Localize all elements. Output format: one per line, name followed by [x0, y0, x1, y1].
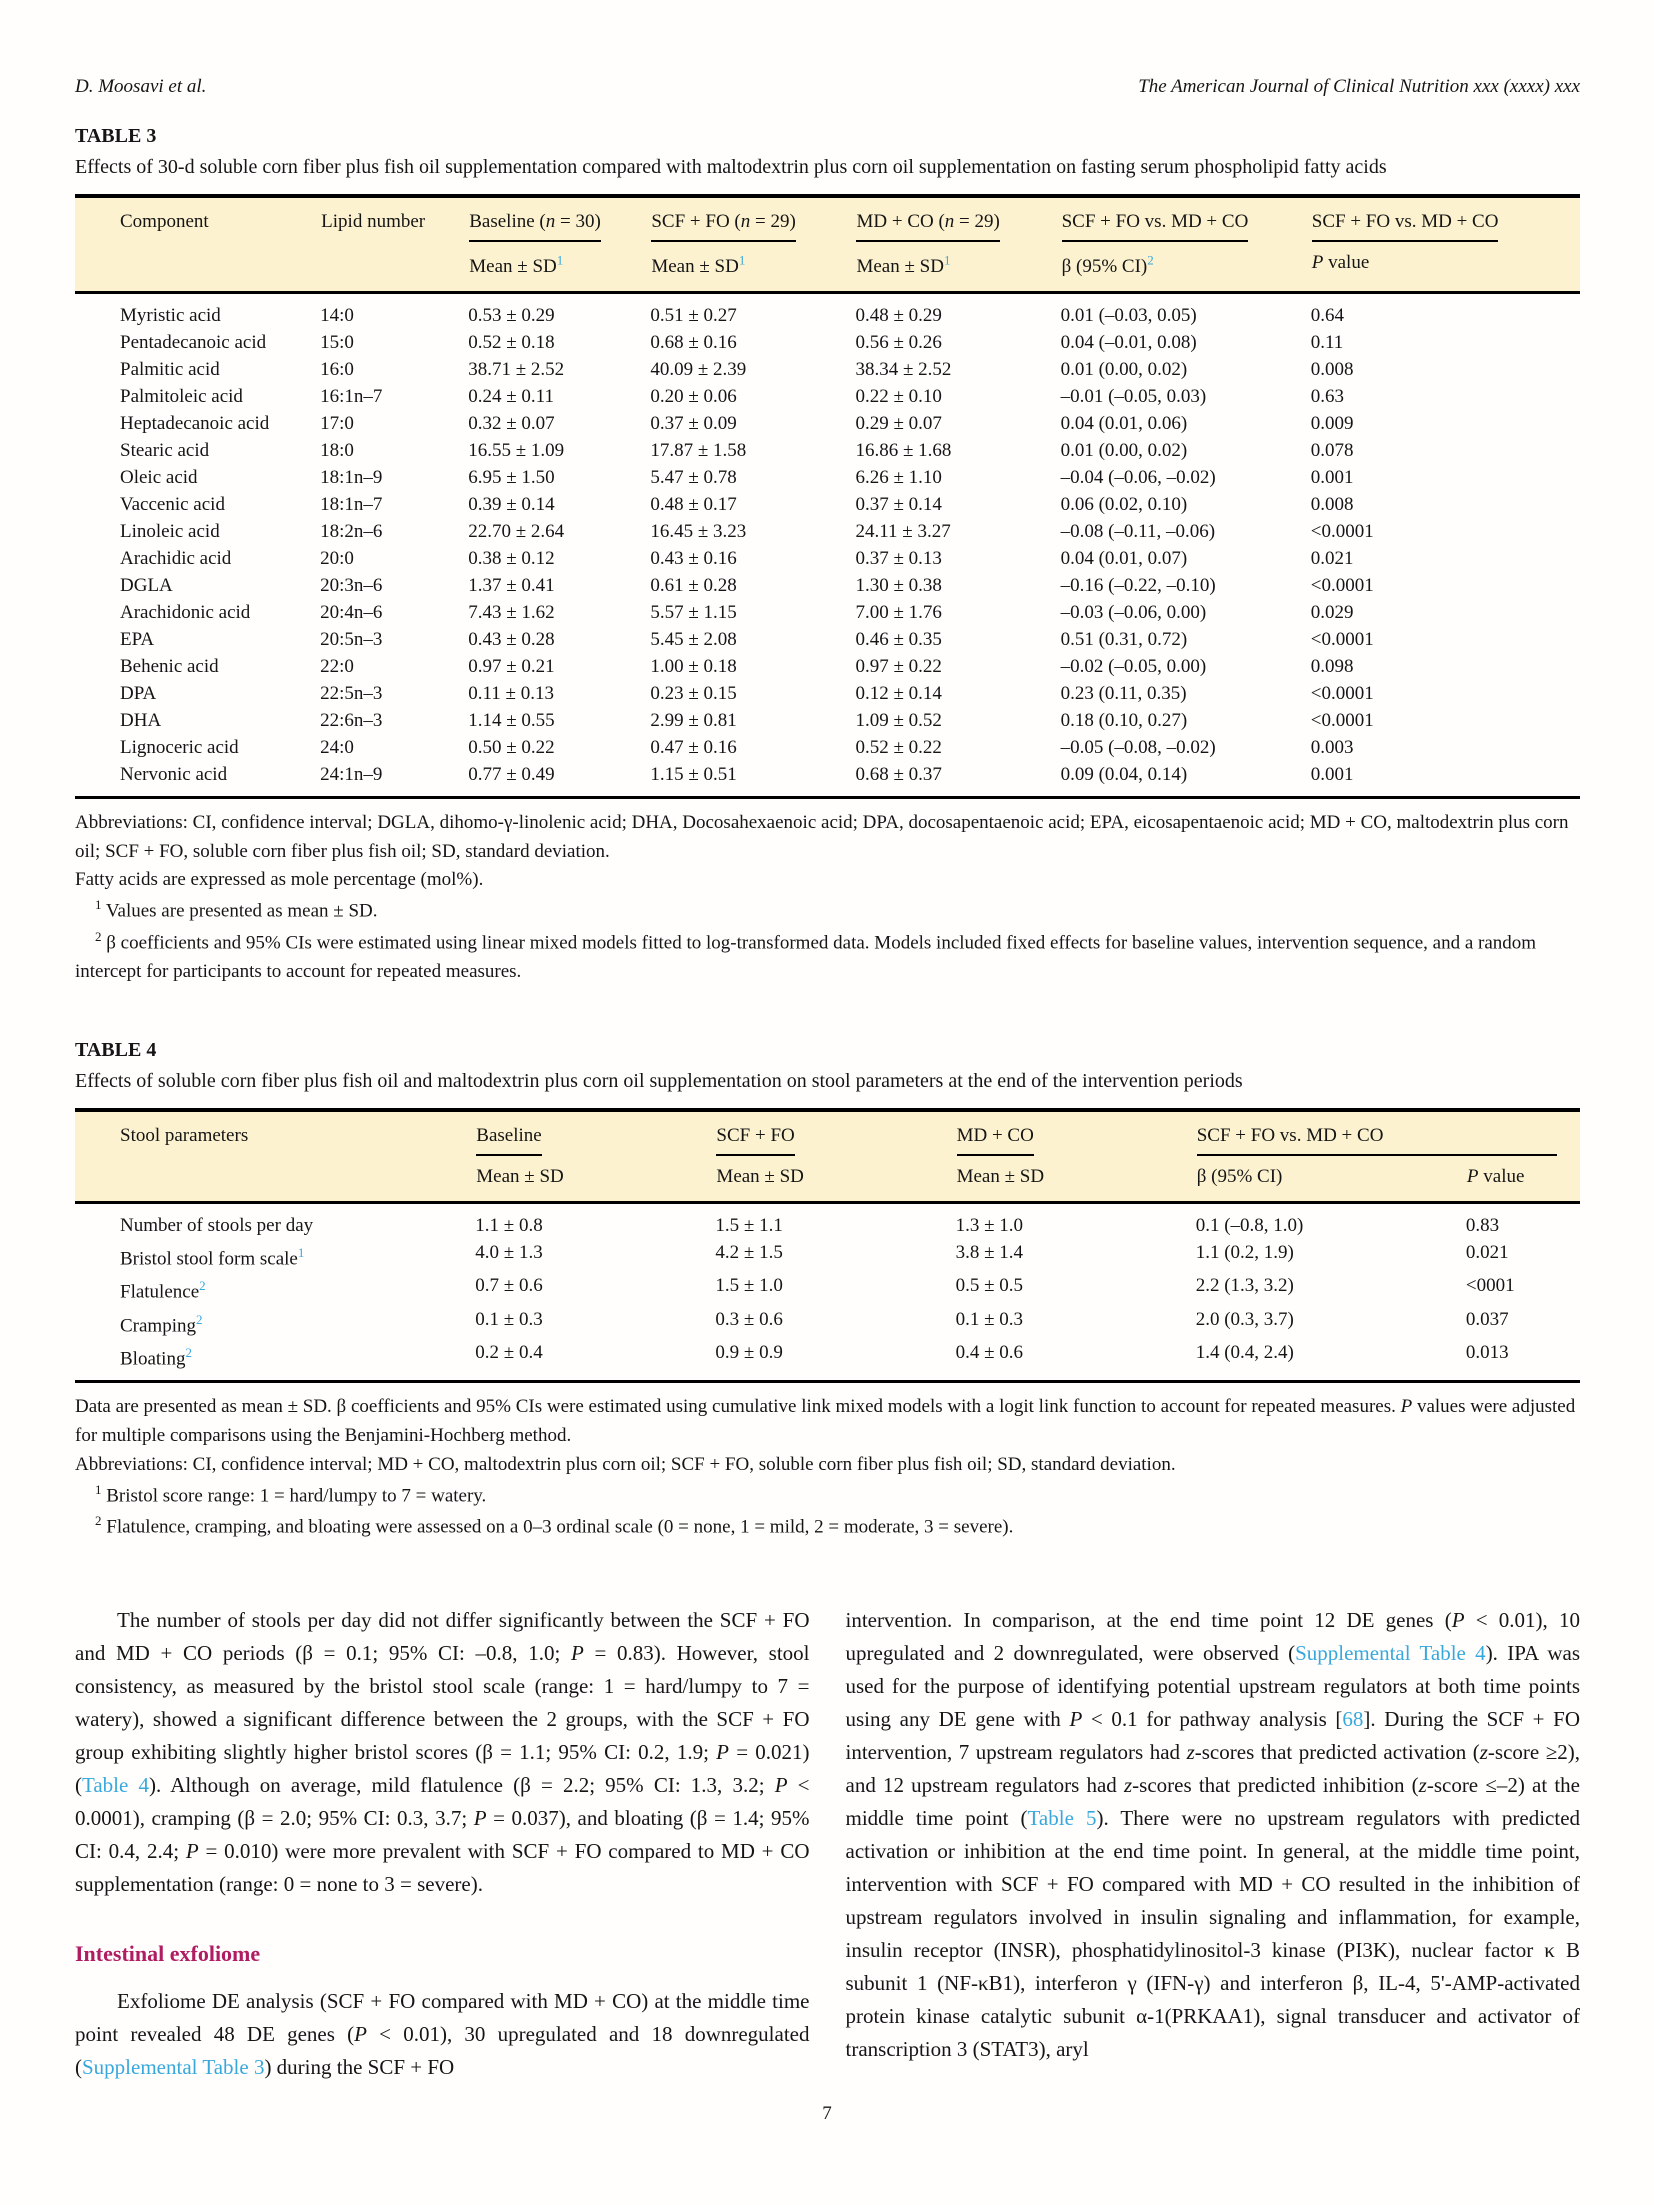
table-cell: 20:5n–3 [320, 628, 383, 650]
column-group-label: SCF + FO vs. MD + CO [1197, 1125, 1557, 1156]
table-cell: 0.38 ± 0.12 [468, 547, 555, 569]
table-cell: 0.56 ± 0.26 [855, 331, 942, 353]
row-label: Bloating$^2$ [120, 1345, 192, 1370]
table-cell: 0.64 [1310, 304, 1345, 326]
table-row [75, 383, 1580, 410]
row-label: DHA [120, 709, 162, 731]
row-label: Behenic acid [120, 655, 219, 677]
table-cell: 0.029 [1310, 601, 1354, 623]
table-cell: 0.021 [1310, 547, 1354, 569]
table-cell: 0.37 ± 0.13 [855, 547, 942, 569]
table-cell: 1.30 ± 0.38 [855, 574, 942, 596]
table-cell: 0.53 ± 0.29 [468, 304, 555, 326]
t4-subcol-mean-sd: Mean ± SD [956, 1157, 1196, 1203]
table-cell: 0.63 [1310, 385, 1345, 407]
table3-label: TABLE 3 [75, 125, 157, 147]
table-cell: <0.0001 [1310, 628, 1374, 650]
table-cell: 0.23 (0.11, 0.35) [1060, 682, 1187, 704]
table-cell: 0.013 [1465, 1342, 1509, 1363]
t3-subcol-mean-sd: Mean ± $SD^1$ [650, 243, 855, 292]
table-cell: <0001 [1465, 1275, 1515, 1297]
table-cell: –0.05 (–0.08, –0.02) [1060, 736, 1216, 758]
table-cell: 16.55 ± 1.09 [468, 439, 565, 461]
table-cell: 0.003 [1310, 736, 1354, 758]
table3 [75, 194, 1580, 798]
table-cell: 2.99 ± 0.81 [650, 709, 737, 731]
table-cell: 0.4 ± 0.6 [955, 1342, 1024, 1363]
table-cell: 14:0 [320, 304, 354, 326]
table-cell: 0.68 ± 0.37 [855, 763, 942, 785]
table-cell: 4.0 ± 1.3 [475, 1242, 543, 1264]
table-cell: 0.68 ± 0.16 [650, 331, 737, 353]
row-label: Linoleic acid [120, 520, 220, 542]
table-cell: 0.48 ± 0.17 [650, 493, 737, 515]
table-cell: 0.021 [1465, 1242, 1509, 1264]
table-cell: 0.37 ± 0.09 [650, 412, 737, 434]
table-cell: 24:0 [320, 736, 354, 758]
table-cell: 0.12 ± 0.14 [855, 682, 942, 704]
table-row [75, 734, 1580, 761]
table-row [75, 707, 1580, 734]
table-cell: 0.04 (–0.01, 0.08) [1060, 331, 1197, 353]
table-cell: 2.0 (0.3, 3.7) [1195, 1308, 1294, 1330]
table-cell: 0.7 ± 0.6 [475, 1275, 543, 1297]
footnote-2: $^2$ Flatulence, cramping, and bloating were assessed on a 0–3 ordinal scale (0 = none, 1 = mild, 2 = moderate, 3 = severe). [95, 1513, 1014, 1538]
table-cell: 18:1n–9 [320, 466, 383, 488]
table4-header [75, 1110, 1580, 1203]
row-label: Arachidonic acid [120, 601, 251, 623]
table-cell: –0.16 (–0.22, –0.10) [1060, 574, 1216, 596]
table-cell: 16:0 [320, 358, 354, 380]
row-label: Palmitic acid [120, 358, 220, 380]
table-row [75, 356, 1580, 383]
t4-col-scffo [715, 1110, 955, 1157]
running-head [75, 76, 1580, 98]
table-cell: 1.00 ± 0.18 [650, 655, 737, 677]
table-cell: 16:1n–7 [320, 385, 383, 407]
table-cell: 7.43 ± 1.62 [468, 601, 555, 623]
row-label: Lignoceric acid [120, 736, 239, 758]
table-cell: 6.95 ± 1.50 [468, 466, 555, 488]
table-row [75, 518, 1580, 545]
table-cell: 0.008 [1310, 493, 1354, 515]
table-cell: 0.037 [1465, 1308, 1509, 1330]
table-cell: <0.0001 [1310, 709, 1374, 731]
t4-subcol-mean-sd: Mean ± SD [475, 1157, 715, 1203]
table-cell: 0.47 ± 0.16 [650, 736, 737, 758]
table-cell: 0.2 ± 0.4 [475, 1342, 543, 1363]
t4-subcol-mean-sd: Mean ± SD [715, 1157, 955, 1203]
table-cell: 22.70 ± 2.64 [468, 520, 565, 542]
t4-col-stool-parameters: Stool parameters [75, 1110, 475, 1157]
t3-col-component: Component [75, 196, 320, 243]
table-cell: 1.1 (0.2, 1.9) [1195, 1242, 1294, 1264]
t3-col-vs-p [1311, 196, 1580, 243]
table-cell: 0.43 ± 0.28 [468, 628, 555, 650]
column-group-label: SCF + FO vs. MD + CO [1062, 211, 1249, 242]
column-group-label: Baseline [476, 1125, 541, 1156]
page-content [75, 76, 1580, 2084]
footnote-1: $^1$ Values are presented as mean ± SD. [95, 897, 378, 922]
t3-subcol-pvalue: P value [1311, 243, 1580, 292]
t4-col-mdco [956, 1110, 1196, 1157]
table-cell: 17:0 [320, 412, 354, 434]
cross-ref-link[interactable]: Supplemental Table 3 [82, 2055, 265, 2080]
paragraph: The number of stools per day did not differ significantly between the SCF + FO and MD + CO periods (β = 0.1; 95% CI: –0.8, 1.0; P = 0.83). However, stool consistency, as measured by the bristol stool scale (range: 1 = hard/lumpy to 7 = watery), showed a significant difference between the 2 groups, with the SCF + FO group exhibiting slightly higher bristol scores (β = 1.1; 95% CI: 0.2, 1.9; P = 0.021) (Table 4). Although on average, mild flatulence (β = 2.2; 95% CI: 1.3, 3.2; P < 0.0001), cramping (β = 2.0; 95% CI: 0.3, 3.7; P = 0.037), and bloating (β = 1.4; 95% CI: 0.4, 2.4; P = 0.010) were more prevalent with SCF + FO compared to MD + CO supplementation (range: 0 = none to 3 = severe). [75, 1608, 810, 1897]
table-cell: 38.71 ± 2.52 [468, 358, 565, 380]
table-cell: 0.32 ± 0.07 [468, 412, 555, 434]
footnote-models: Data are presented as mean ± SD. β coefficients and 95% CIs were estimated using cumulative link mixed models with a logit link function to account for repeated measures. P values were adjusted for multiple comparisons using the Benjamini-Hochberg method. [75, 1396, 1576, 1447]
table-cell: 24.11 ± 3.27 [855, 520, 951, 542]
table-cell: 1.09 ± 0.52 [855, 709, 942, 731]
table-row [75, 761, 1580, 798]
table-cell: 4.2 ± 1.5 [715, 1242, 783, 1264]
table-cell: –0.04 (–0.06, –0.02) [1060, 466, 1216, 488]
table-cell: 0.1 (–0.8, 1.0) [1195, 1215, 1304, 1237]
row-label: Bristol stool form scale$^1$ [120, 1245, 305, 1270]
table-row [75, 572, 1580, 599]
table-cell: 0.22 ± 0.10 [855, 385, 942, 407]
table-cell: 22:0 [320, 655, 354, 677]
table4-caption: Effects of soluble corn fiber plus fish oil and maltodextrin plus corn oil supplementation on stool parameters at the end of the intervention periods [75, 1069, 1243, 1092]
table3-caption: Effects of 30-d soluble corn fiber plus fish oil supplementation compared with maltodextrin plus corn oil supplementation on fasting serum phospholipid fatty acids [75, 156, 1387, 178]
row-label: Flatulence$^2$ [120, 1278, 206, 1303]
table-cell: 0.43 ± 0.16 [650, 547, 737, 569]
table-row [75, 329, 1580, 356]
row-label: Stearic acid [120, 439, 210, 461]
table-cell: <0.0001 [1310, 520, 1374, 542]
cross-ref-link[interactable]: 68 [1342, 1707, 1364, 1732]
table-cell: 1.15 ± 0.51 [650, 763, 737, 785]
table-cell: 22:6n–3 [320, 709, 383, 731]
t4-subcol-beta: β (95% CI) [1196, 1157, 1466, 1203]
table4 [75, 1108, 1580, 1383]
t3-col-baseline [468, 196, 650, 243]
table-cell: 0.9 ± 0.9 [715, 1342, 783, 1363]
section-heading-intestinal-exfoliome: Intestinal exfoliome [75, 1941, 261, 1967]
table-cell: 1.37 ± 0.41 [468, 574, 555, 596]
table-row [75, 599, 1580, 626]
table-cell: –0.03 (–0.06, 0.00) [1060, 601, 1207, 623]
table-cell: 7.00 ± 1.76 [855, 601, 942, 623]
table-cell: <0.0001 [1310, 574, 1374, 596]
table4-body [75, 1203, 1580, 1382]
column-group-label: SCF + FO [716, 1125, 794, 1156]
t4-col-vs [1196, 1110, 1580, 1157]
row-label: Heptadecanoic acid [120, 412, 270, 434]
table-cell: 0.51 (0.31, 0.72) [1060, 628, 1188, 650]
footnote-abbreviations: Abbreviations: CI, confidence interval; MD + CO, maltodextrin plus corn oil; SCF + FO, soluble corn fiber plus fish oil; SD, standard deviation. [75, 1454, 1176, 1476]
table-cell: 0.009 [1310, 412, 1354, 434]
table-cell: 0.1 ± 0.3 [475, 1308, 543, 1330]
table-cell: 0.098 [1310, 655, 1354, 677]
table-cell: 0.09 (0.04, 0.14) [1060, 763, 1188, 785]
table-cell: 0.04 (0.01, 0.07) [1060, 547, 1188, 569]
body-column-right [846, 1604, 1581, 2084]
t3-subcol-mean-sd: Mean ± $SD^1$ [468, 243, 650, 292]
row-label: Pentadecanoic acid [120, 331, 267, 353]
table-row [75, 1239, 1580, 1272]
body-text [75, 1604, 1580, 2084]
table-cell: 0.1 ± 0.3 [955, 1308, 1024, 1330]
table-cell: 18:2n–6 [320, 520, 383, 542]
table-row [75, 680, 1580, 707]
t3-col-scffo [650, 196, 855, 243]
table-cell: 20:4n–6 [320, 601, 383, 623]
table-cell: 0.23 ± 0.15 [650, 682, 737, 704]
table-cell: 0.078 [1310, 439, 1354, 461]
row-label: Palmitoleic acid [120, 385, 243, 407]
table-cell: 40.09 ± 2.39 [650, 358, 747, 380]
table-cell: 0.48 ± 0.29 [855, 304, 942, 326]
table-row [75, 464, 1580, 491]
row-label: Number of stools per day [120, 1215, 314, 1237]
row-label: DGLA [120, 574, 173, 596]
table-cell: 20:3n–6 [320, 574, 383, 596]
table-cell: 0.20 ± 0.06 [650, 385, 737, 407]
table-row [75, 1339, 1580, 1382]
t3-col-mdco [855, 196, 1060, 243]
table-cell: 0.52 ± 0.18 [468, 331, 555, 353]
table-cell: 0.24 ± 0.11 [468, 385, 554, 407]
table-cell: 0.52 ± 0.22 [855, 736, 942, 758]
table-cell: 0.77 ± 0.49 [468, 763, 555, 785]
footnote-units: Fatty acids are expressed as mole percentage (mol%). [75, 869, 484, 891]
table-cell: 0.001 [1310, 763, 1354, 785]
table-cell: 15:0 [320, 331, 354, 353]
table-cell: 0.18 (0.10, 0.27) [1060, 709, 1188, 731]
table-cell: 24:1n–9 [320, 763, 383, 785]
table-cell: 3.8 ± 1.4 [955, 1242, 1024, 1264]
table-cell: –0.01 (–0.05, 0.03) [1060, 385, 1207, 407]
table-cell: 1.5 ± 1.1 [715, 1215, 783, 1237]
table-cell: 0.04 (0.01, 0.06) [1060, 412, 1188, 434]
table-cell: 2.2 (1.3, 3.2) [1195, 1275, 1294, 1297]
table-cell: 0.61 ± 0.28 [650, 574, 737, 596]
table-cell: 16.45 ± 3.23 [650, 520, 747, 542]
table-cell: 0.83 [1465, 1215, 1500, 1237]
table-cell: 18:1n–7 [320, 493, 383, 515]
table-row [75, 1203, 1580, 1240]
table-cell: 5.45 ± 2.08 [650, 628, 737, 650]
table-cell: 5.57 ± 1.15 [650, 601, 737, 623]
table-cell: –0.08 (–0.11, –0.06) [1060, 520, 1216, 542]
table-cell: 17.87 ± 1.58 [650, 439, 747, 461]
table-row [75, 410, 1580, 437]
running-head-authors: D. Moosavi et al. [75, 76, 207, 97]
t4-col-baseline [475, 1110, 715, 1157]
paragraph: intervention. In comparison, at the end time point 12 DE genes (P < 0.01), 10 upregulated and 2 downregulated, were observed (Supplemental Table 4). IPA was used for the purpose of identifying potential upstream regulators at both time points using any DE gene with P < 0.1 for pathway analysis [68]. During the SCF + FO intervention, 7 upstream regulators had z-scores that predicted activation (z-score ≥2), and 12 upstream regulators had z-scores that predicted inhibition (z-score ≤–2) at the middle time point (Table 5). There were no upstream regulators with predicted activation or inhibition at the end time point. In general, at the middle time point, intervention with SCF + FO compared with MD + CO resulted in the inhibition of upstream regulators involved in insulin signaling and inflammation, for example, insulin receptor (INSR), phosphatidylinositol-3 kinase (PI3K), nuclear factor κ B subunit 1 (NF-κB1), interferon γ (IFN-γ) and interferon β, IL-4, 5'-AMP-activated protein kinase catalytic subunit α-1(PRKAA1), signal transducer and activator of transcription 3 (STAT3), aryl [845, 1608, 1581, 2062]
table-cell: –0.02 (–0.05, 0.00) [1060, 655, 1207, 677]
table-row [75, 1306, 1580, 1339]
table-row [75, 653, 1580, 680]
table-cell: 0.51 ± 0.27 [650, 304, 737, 326]
t3-col-lipid: Lipid number [320, 196, 468, 243]
table-row [75, 491, 1580, 518]
table-cell: 6.26 ± 1.10 [855, 466, 942, 488]
footnote-2: $^2$ β coefficients and 95% CIs were estimated using linear mixed models fitted to log-transformed data. Models included fixed effects for baseline values, intervention sequence, and a random intercept for participants to account for repeated measures. [75, 928, 1537, 982]
table-cell: 1.1 ± 0.8 [475, 1215, 543, 1237]
table-cell: 18:0 [320, 439, 354, 461]
table3-footnotes [75, 809, 1580, 987]
table-cell: 1.4 (0.4, 2.4) [1195, 1342, 1294, 1363]
table-cell: 0.001 [1310, 466, 1354, 488]
table-cell: 0.01 (0.00, 0.02) [1060, 358, 1188, 380]
body-column-left [75, 1604, 810, 2084]
paragraph: Exfoliome DE analysis (SCF + FO compared with MD + CO) at the middle time point revealed 48 DE genes (P < 0.01), 30 upregulated and 18 downregulated (Supplemental Table 3) during the SCF + FO [75, 1989, 810, 2080]
table4-footnotes [75, 1393, 1580, 1542]
table-cell: 1.14 ± 0.55 [468, 709, 555, 731]
table-cell: 5.47 ± 0.78 [650, 466, 737, 488]
table-cell: <0.0001 [1310, 682, 1374, 704]
table3-header [75, 196, 1580, 292]
row-label: EPA [120, 628, 155, 650]
table-row [75, 292, 1580, 329]
table-cell: 38.34 ± 2.52 [855, 358, 952, 380]
table-cell: 0.06 (0.02, 0.10) [1060, 493, 1188, 515]
column-group-label: Baseline (n = 30) [469, 211, 601, 242]
table-cell: 0.5 ± 0.5 [955, 1275, 1024, 1297]
t3-subcol-mean-sd: Mean ± $SD^1$ [855, 243, 1060, 292]
table-cell: 20:0 [320, 547, 354, 569]
t3-col-vs-beta [1061, 196, 1311, 243]
t3-subcol-beta: β (95% CI)$^2$ [1061, 243, 1311, 292]
table-cell: 0.37 ± 0.14 [855, 493, 942, 515]
table-row [75, 437, 1580, 464]
cross-ref-link[interactable]: Table 5 [1027, 1806, 1097, 1831]
row-label: Nervonic acid [120, 763, 228, 785]
table-cell: 16.86 ± 1.68 [855, 439, 952, 461]
column-group-label: MD + CO [957, 1125, 1034, 1156]
running-head-journal: The American Journal of Clinical Nutrition xxx (xxxx) xxx [1138, 76, 1580, 97]
table-cell: 1.5 ± 1.0 [715, 1275, 783, 1297]
table-cell: 0.50 ± 0.22 [468, 736, 555, 758]
row-label: DPA [120, 682, 157, 704]
column-group-label: MD + CO (n = 29) [856, 211, 999, 242]
table-cell: 0.46 ± 0.35 [855, 628, 942, 650]
table4-label: TABLE 4 [75, 1038, 157, 1061]
row-label: Arachidic acid [120, 547, 232, 569]
table-cell: 0.11 [1310, 331, 1344, 353]
footnote-1: $^1$ Bristol score range: 1 = hard/lumpy to 7 = watery. [95, 1481, 487, 1507]
column-group-label: SCF + FO (n = 29) [651, 211, 795, 242]
row-label: Vaccenic acid [120, 493, 225, 515]
row-label: Myristic acid [120, 304, 221, 326]
table-cell: 0.3 ± 0.6 [715, 1308, 783, 1330]
table-cell: 0.01 (–0.03, 0.05) [1060, 304, 1197, 326]
table3-body [75, 292, 1580, 797]
table-cell: 0.01 (0.00, 0.02) [1060, 439, 1188, 461]
column-group-label: SCF + FO vs. MD + CO [1312, 211, 1499, 242]
cross-ref-link[interactable]: Supplemental Table 4 [1295, 1641, 1486, 1666]
page-number: 7 [822, 2103, 832, 2124]
row-label: Cramping$^2$ [120, 1311, 203, 1336]
t4-subcol-pvalue: P value [1466, 1157, 1580, 1203]
table-row [75, 626, 1580, 653]
table-cell: 0.11 ± 0.13 [468, 682, 554, 704]
table-cell: 1.3 ± 1.0 [955, 1215, 1024, 1237]
table-cell: 0.97 ± 0.22 [855, 655, 942, 677]
table-row [75, 1272, 1580, 1305]
table-cell: 22:5n–3 [320, 682, 383, 704]
cross-ref-link[interactable]: Table 4 [82, 1773, 149, 1798]
table-cell: 0.29 ± 0.07 [855, 412, 942, 434]
table-row [75, 545, 1580, 572]
footnote-abbreviations: Abbreviations: CI, confidence interval; DGLA, dihomo-γ-linolenic acid; DHA, Docosahexaenoic acid; DPA, docosapentaenoic acid; EPA, eicosapentaenoic acid; MD + CO, maltodextrin plus corn oil; SCF + FO, soluble corn fiber plus fish oil; SD, standard deviation. [75, 811, 1569, 862]
table-cell: 0.97 ± 0.21 [468, 655, 555, 677]
table-cell: 0.39 ± 0.14 [468, 493, 555, 515]
table-cell: 0.008 [1310, 358, 1354, 380]
row-label: Oleic acid [120, 466, 198, 488]
